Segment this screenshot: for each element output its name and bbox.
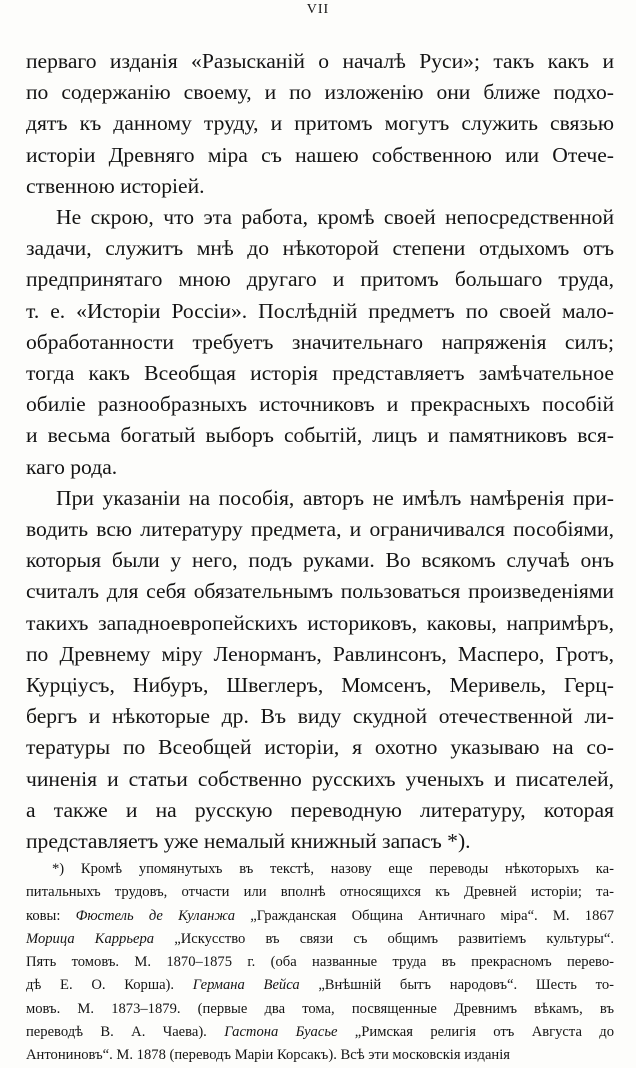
page-number: VII (306, 2, 330, 17)
text-line: т. е. «Исторіи Россіи». Послѣдній предметъ по своей мало- (26, 298, 614, 323)
text-line: а также и на русскую переводную литературу, которая (26, 797, 614, 822)
footnote-line (26, 1021, 614, 1044)
text-line: исторіи Древняго міра съ нашею собственною или Отече- (26, 142, 614, 167)
footnote-text: „Искусство въ связи съ общимъ развитіемъ культуры“. (154, 930, 614, 947)
footnote-line (26, 881, 614, 904)
text-line: Курціусъ, Нибуръ, Швеглеръ, Момсенъ, Меривель, Герц- (26, 673, 614, 698)
text-line: по содержанію своему, и по изложенію они ближе подхо- (26, 80, 614, 105)
text-line: тогда какъ Всеобщая исторія представляетъ замѣчательное (26, 361, 614, 386)
paragraph (26, 46, 614, 202)
text-line: каго рода. (26, 454, 118, 479)
text-line: водить всю литературу предмета, и ограничивался пособіями, (26, 517, 614, 542)
paragraph (26, 483, 614, 857)
footnote-line (26, 858, 614, 881)
text-line: обиліе разнообразныхъ источниковъ и прекрасныхъ пособій (26, 392, 614, 417)
footnote-line (26, 998, 614, 1021)
footnote-line (26, 928, 614, 951)
text-line: бергъ и нѣкоторые др. Въ виду скудной отечественной ли- (26, 704, 614, 729)
footnote-author: Германа Вейса (192, 977, 300, 994)
footnote-author: Фюстель де Куланжа (75, 907, 236, 924)
footnote-text: „Гражданская Община Античнаго міра“. М. 1867 (235, 907, 614, 924)
text-line: считалъ для себя обязательнымъ пользоваться произведеніями (26, 579, 614, 604)
text-line: представляетъ уже немалый книжный запасъ *). (26, 829, 471, 854)
footnote-line (26, 1044, 614, 1067)
text-line: обработанности требуетъ значительнаго напряженія силъ; (26, 329, 614, 354)
footnote-text: переводѣ В. А. Чаева). (26, 1024, 225, 1041)
main-text (26, 46, 614, 857)
text-line: задачи, служитъ мнѣ до нѣкоторой степени отдыхомъ отъ (26, 236, 614, 261)
text-line: дятъ къ данному труду, и притомъ могутъ служить связью (26, 111, 614, 136)
footnote-text: ковы: (26, 907, 76, 924)
text-line: которыя были у него, подъ руками. Во всякомъ случаѣ онъ (26, 548, 614, 573)
footnote-author: Гастона Буасье (224, 1024, 338, 1041)
footnote-line (26, 951, 614, 974)
text-line: перваго изданія «Разысканій о началѣ Руси»; такъ какъ и (26, 49, 614, 73)
text-line: ственною исторіей. (26, 173, 205, 198)
text-line: предпринятаго мною другаго и притомъ большаго труда, (26, 267, 614, 292)
footnote-text: Антониновъ“. М. 1878 (переводъ Маріи Корсакъ). Всѣ эти московскія изданія (26, 1047, 510, 1064)
footnote-line (26, 974, 614, 997)
footnote-text: „Внѣшній бытъ народовъ“. Шесть то- (299, 977, 614, 994)
text-line: чиненія и статьи собственно русскихъ ученыхъ и писателей, (26, 766, 614, 791)
footnote-text: Пять томовъ. М. 1870–1875 г. (оба названные труда въ прекрасномъ перево- (26, 954, 614, 971)
footnote-line (26, 905, 614, 928)
footnote (26, 858, 614, 1068)
text-line: и весьма богатый выборъ событій, лицъ и памятниковъ вся- (26, 423, 614, 448)
footnote-text: дѣ Е. О. Корша). (26, 977, 193, 994)
text-line: При указаніи на пособія, авторъ не имѣлъ намѣренія при- (56, 485, 614, 510)
footnote-text: *) Кромѣ упомянутыхъ въ текстѣ, назову еще переводы нѣкоторыхъ ка- (52, 861, 614, 877)
footnote-author: Морица Каррьера (26, 930, 155, 947)
text-line: Не скрою, что эта работа, кромѣ своей непосредственной (56, 205, 614, 230)
text-line: тературы по Всеобщей исторіи, я охотно указываю на со- (26, 735, 614, 760)
text-line: по Древнему міру Ленорманъ, Равлинсонъ, Масперо, Гротъ, (26, 641, 614, 666)
text-line: такихъ западноевропейскихъ историковъ, каковы, напримѣръ, (26, 610, 614, 635)
footnote-text: питальныхъ трудовъ, отчасти или вполнѣ относящихся къ Древней исторіи; та- (26, 884, 614, 901)
footnote-text: „Римская религія отъ Августа до (337, 1024, 614, 1041)
footnote-text: мовъ. М. 1873–1879. (первые два тома, посвященные Древнимъ вѣкамъ, въ (26, 1000, 614, 1017)
paragraph (26, 202, 614, 483)
